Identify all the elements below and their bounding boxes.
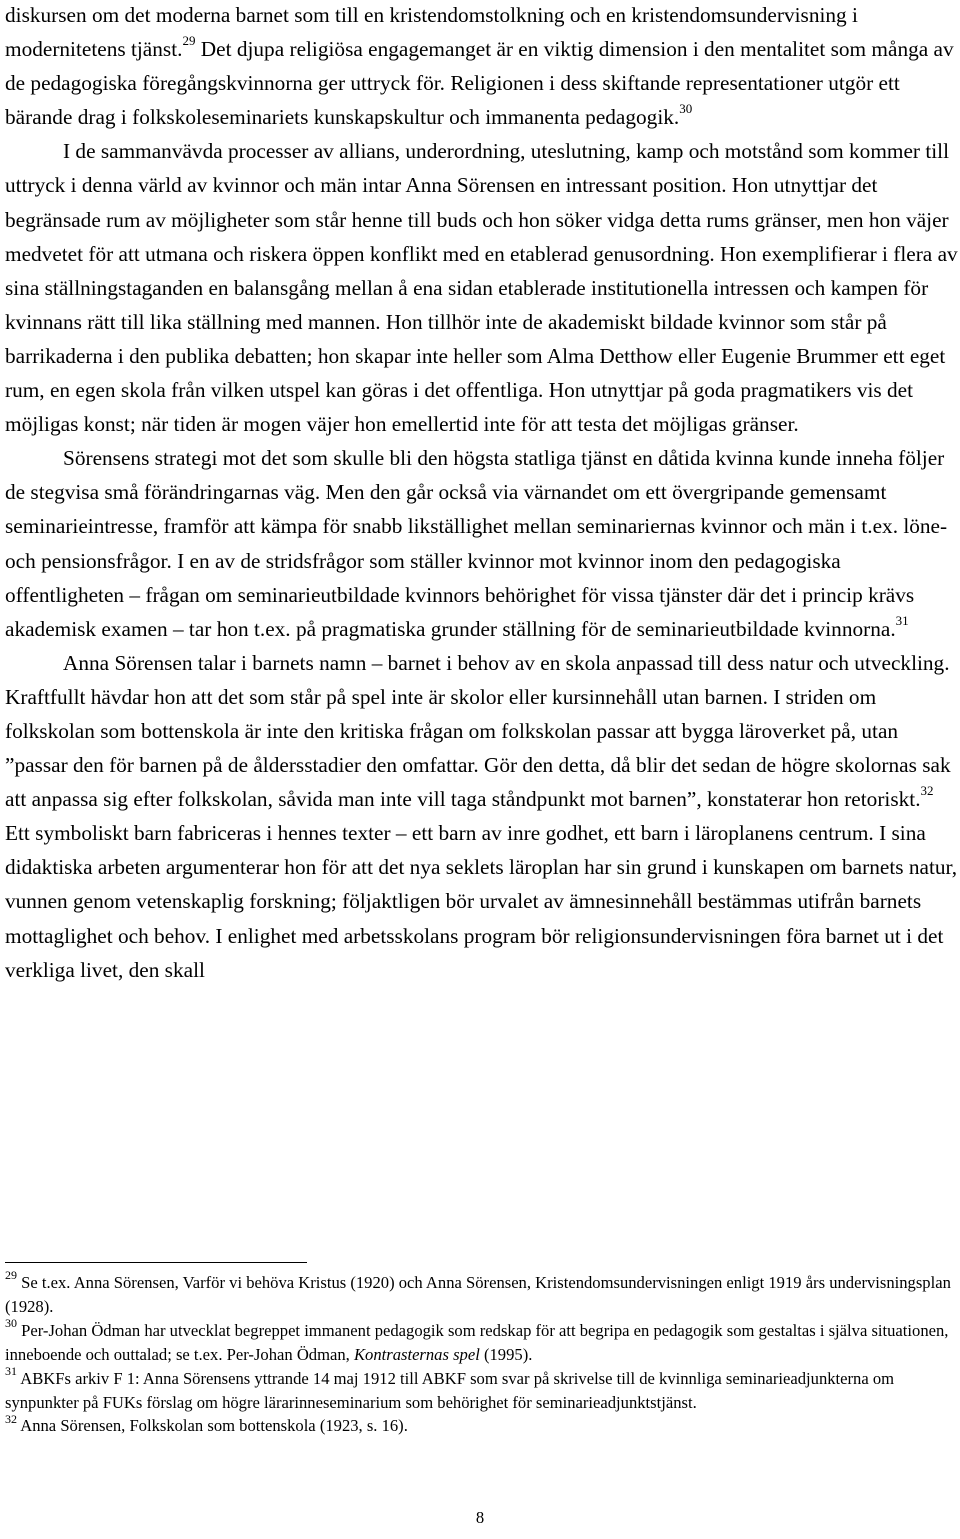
text-segment: I de sammanvävda processer av allians, underordning, uteslutning, kamp och motstånd som kommer till uttryck i denna värld av kvinnor och män intar Anna Sörensen en intressant position. Hon utnyttjar det begränsade rum av möjligheter som står henne till buds och hon söker vidga detta rums gränser, men hon väjer medvetet för att utmana och riskera öppen konflikt med en etablerad genusordning. Hon exemplifierar i flera av sina ställningstaganden en balansgång mellan å ena sidan etablerade institutionella intressen och kampen för kvinnans rätt till lika ställning med mannen. Hon tillhör inte de akademiskt bildade kvinnor som står på barrikaderna i den publika debatten; hon skapar inte heller som Alma Detthow eller Eugenie Brummer ett eget rum, en egen skola från vilken utspel kan göras i det offentliga. Hon utnyttjar på goda pragmatikers vis det möjligas konst; när tiden är mogen väjer hon emellertid inte för att testa det möjligas gränser. [5,139,958,437]
paragraph [5,134,958,441]
footnotes [5,1268,955,1438]
page-number: 8 [475,1508,485,1527]
text-segment: diskursen om det moderna barnet som till en kristendomstolkning och en kristendomsundervisning i modernitetens tjänst. [5,3,858,62]
footnote-reference: 29 [182,33,196,48]
paragraph [5,0,958,134]
body-text [5,0,958,987]
paragraph [5,646,958,987]
text-segment: Det djupa religiösa engagemanget är en viktig dimension i den mentalitet som många av de pedagogiska föregångskvinnorna ger uttryck för. Religionen i dess skiftande representationer utgör ett bärande drag i folkskoleseminariets kunskapskultur och immanenta pedagogik. [5,37,954,130]
footnote-separator [5,1262,307,1263]
footnote-number: 31 [5,1364,17,1379]
footnote [5,1411,955,1438]
text-segment: Se t.ex. Anna Sörensen, Varför vi behöva Kristus (1920) och Anna Sörensen, Kristendomsundervisningen enligt 1919 års undervisningsplan (1928). [5,1273,951,1316]
footnote-number: 29 [5,1268,17,1283]
footnote-reference: 30 [679,101,693,117]
italic-title: Kontrasternas spel [353,1344,480,1364]
text-segment: Anna Sörensen, Folkskolan som bottenskola (1923, s. 16). [17,1416,408,1436]
text-segment: Sörensens strategi mot det som skulle bli den högsta statliga tjänst en dåtida kvinna kunde inneha följer de stegvisa små förändringarnas väg. Men den går också via värnandet om ett övergripande gemensamt seminarieintresse, framför att kämpa för snabb likställighet mellan seminariernas kvinnor och män i t.ex. löne- och pensionsfrågor. I en av de stridsfrågor som ställer kvinnor mot kvinnor inom den pedagogiska offentligheten – frågan om seminarieutbildade kvinnors behörighet för vissa tjänster där det i princip krävs akademisk examen – tar hon t.ex. på pragmatiska grunder ställning för de seminarieutbildade kvinnorna. [5,446,948,641]
text-segment: ABKFs arkiv F 1: Anna Sörensens yttrande 14 maj 1912 till ABKF som svar på skrivelse till de kvinnliga seminarieadjunkterna om synpunkter på FUKs förslag om högre lärarinneseminarium som behörighet för seminarieadjunktstjänst. [5,1368,895,1412]
footnote-reference: 31 [895,612,909,628]
text-segment: (1995). [479,1344,533,1364]
footnote-number: 30 [5,1316,17,1331]
footnote [5,1364,955,1415]
text-segment: Anna Sörensen talar i barnets namn – barnet i behov av en skola anpassad till dess natur och utveckling. Kraftfullt hävdar hon att det som står på spel inte är skolor eller kursinnehåll utan barnen. I striden om folkskolan som bottenskola är inte den kritiska frågan om folkskolan passar att bygga läroverket på, utan ”passar den för barnen på de åldersstadier den omfattar. Gör den detta, då blir det sedan de högre skolornas sak att anpassa sig efter folkskolan, såvida man inte vill taga ståndpunkt mot barnen”, konstaterar hon retoriskt. [5,650,951,812]
text-segment: Per-Johan Ödman har utvecklat begreppet immanent pedagogik som redskap för att begripa en pedagogik som gestaltas i själva situationen, inneboende och outtalad; se t.ex. Per-Johan Ödman, [5,1320,949,1364]
footnote-reference: 32 [920,783,934,799]
paragraph [5,441,958,646]
footnote [5,1316,955,1367]
footnote-number: 32 [5,1411,17,1426]
footnote [5,1268,955,1319]
text-segment: Ett symboliskt barn fabriceras i hennes texter – ett barn av inre godhet, ett barn i läroplanens centrum. I sina didaktiska arbeten argumenterar hon för att det nya seklets läroplan har sin grund i kunskapen om barnets natur, vunnen genom vetenskaplig forskning; följaktligen bör urvalet av ämnesinnehåll bestämmas utifrån barnets mottaglighet och behov. I enlighet med arbetsskolans program bör religionsundervisningen föra barnet ut i det verkliga livet, den skall [5,821,958,982]
